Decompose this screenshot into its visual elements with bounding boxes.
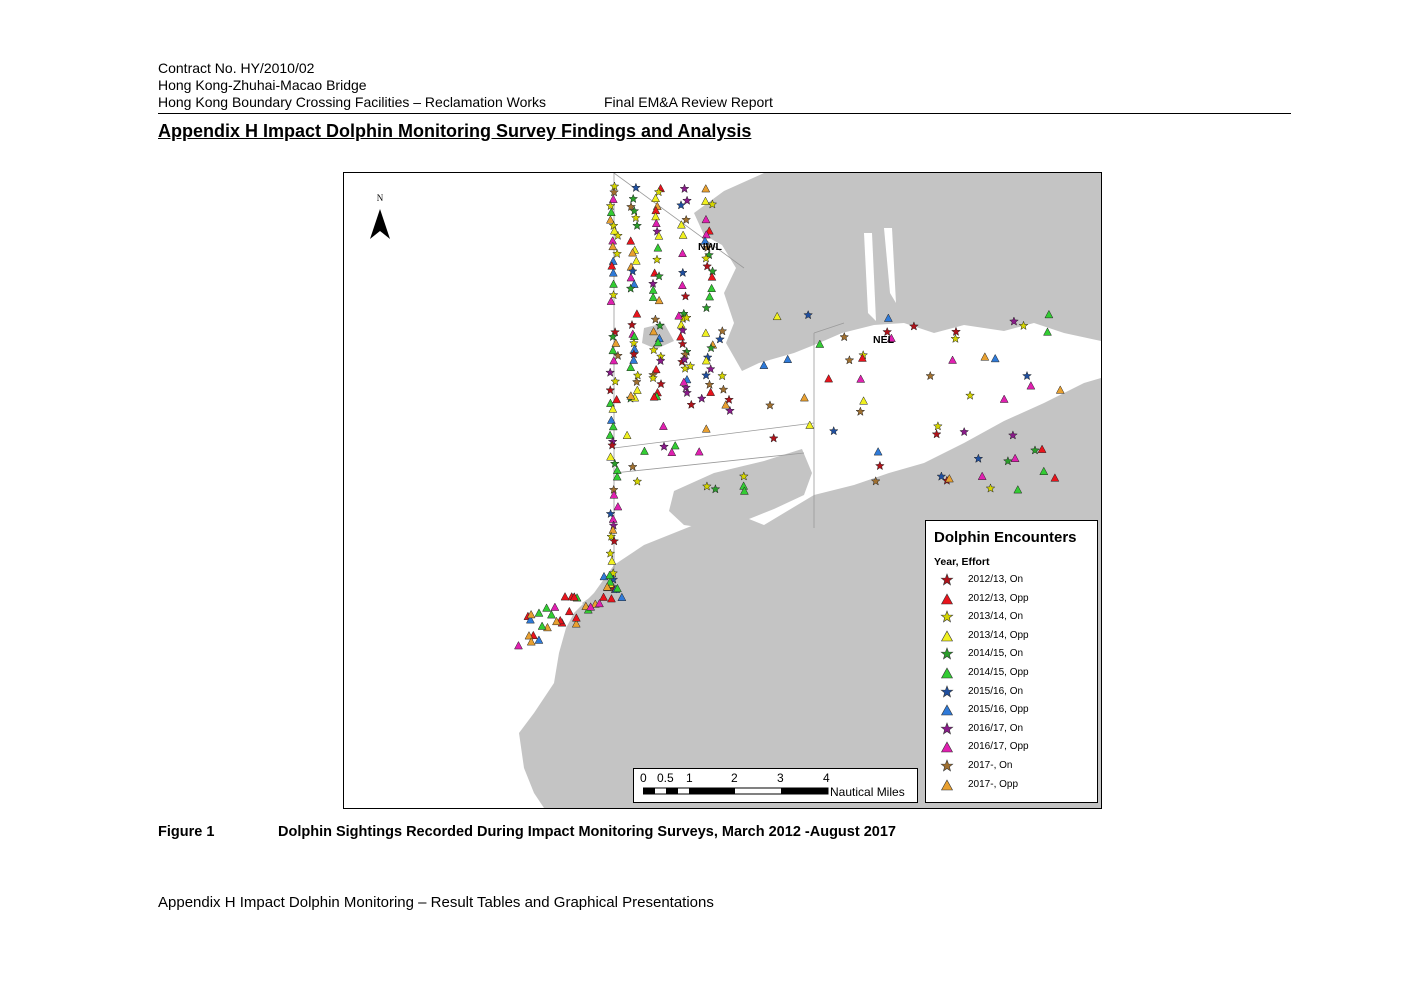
landmass-north bbox=[694, 173, 1101, 371]
sighting-star-marker bbox=[660, 442, 669, 450]
triangle-marker-icon bbox=[940, 778, 954, 792]
sighting-star-marker bbox=[830, 427, 839, 435]
header-rule bbox=[158, 113, 1291, 114]
sighting-star-marker bbox=[678, 340, 687, 348]
sighting-star-marker bbox=[606, 549, 615, 557]
sighting-triangle-marker bbox=[627, 363, 635, 371]
triangle-marker-icon bbox=[940, 703, 954, 717]
sighting-triangle-marker bbox=[609, 257, 617, 265]
sighting-star-marker bbox=[719, 385, 728, 393]
triangle-marker-icon bbox=[940, 666, 954, 680]
scale-units: Nautical Miles bbox=[830, 785, 905, 799]
sighting-triangle-marker bbox=[561, 593, 569, 601]
sighting-triangle-marker bbox=[614, 503, 622, 511]
sighting-star-marker bbox=[926, 372, 935, 380]
legend-item-label: 2016/17, On bbox=[968, 722, 1024, 734]
sighting-star-marker bbox=[606, 386, 615, 394]
sighting-star-marker bbox=[845, 356, 854, 364]
sighting-star-marker bbox=[629, 194, 638, 202]
legend-item-label: 2017-, On bbox=[968, 760, 1013, 771]
sighting-star-marker bbox=[682, 215, 691, 223]
legend-item-label: 2016/17, Opp bbox=[968, 741, 1029, 753]
sighting-triangle-marker bbox=[701, 197, 709, 205]
sighting-triangle-marker bbox=[784, 355, 792, 363]
scale-tick: 3 bbox=[777, 771, 784, 785]
sighting-star-marker bbox=[657, 380, 666, 388]
star-marker-icon bbox=[940, 573, 954, 587]
triangle-marker-icon bbox=[940, 592, 954, 606]
sighting-triangle-marker bbox=[608, 557, 616, 565]
sighting-triangle-marker bbox=[633, 310, 641, 318]
project-name: Hong Kong-Zhuhai-Macao Bridge bbox=[158, 77, 367, 93]
legend-item-label: 2013/14, On bbox=[968, 611, 1024, 623]
star-marker-icon bbox=[940, 722, 954, 736]
sighting-triangle-marker bbox=[627, 237, 635, 245]
sighting-triangle-marker bbox=[677, 333, 685, 341]
sighting-star-marker bbox=[687, 400, 696, 408]
sighting-star-marker bbox=[706, 365, 715, 373]
sighting-star-marker bbox=[681, 292, 690, 300]
sighting-triangle-marker bbox=[825, 375, 833, 383]
star-marker-icon bbox=[940, 759, 954, 773]
legend-title: Dolphin Encounters bbox=[934, 529, 1077, 546]
north-arrow bbox=[368, 193, 392, 243]
sighting-triangle-marker bbox=[679, 231, 687, 239]
sighting-triangle-marker bbox=[800, 394, 808, 402]
sighting-triangle-marker bbox=[632, 257, 640, 265]
legend-item-label: 2017-, Opp bbox=[968, 778, 1019, 790]
sighting-star-marker bbox=[651, 315, 660, 323]
scale-tick: 1 bbox=[686, 771, 693, 785]
legend-subtitle: Year, Effort bbox=[934, 556, 990, 568]
star-marker-icon bbox=[940, 610, 954, 624]
north-arrow-icon bbox=[368, 193, 392, 243]
sighting-triangle-marker bbox=[633, 386, 641, 394]
sighting-star-marker bbox=[876, 461, 885, 469]
dolphin-sightings-map bbox=[343, 172, 1102, 809]
sighting-triangle-marker bbox=[860, 397, 868, 405]
sighting-triangle-marker bbox=[949, 356, 957, 364]
sighting-star-marker bbox=[609, 291, 618, 299]
sighting-triangle-marker bbox=[706, 293, 714, 301]
place-label-nel: NEL bbox=[873, 334, 894, 346]
sighting-triangle-marker bbox=[652, 219, 660, 227]
sighting-star-marker bbox=[840, 333, 849, 341]
sighting-star-marker bbox=[632, 214, 641, 222]
scale-bar bbox=[633, 768, 918, 803]
sighting-triangle-marker bbox=[981, 353, 989, 361]
legend-item-label: 2014/15, Opp bbox=[968, 667, 1029, 678]
sighting-star-marker bbox=[680, 184, 689, 192]
figure-number: Figure 1 bbox=[158, 824, 215, 840]
sighting-triangle-marker bbox=[671, 442, 679, 450]
sighting-triangle-marker bbox=[857, 375, 865, 383]
sighting-triangle-marker bbox=[679, 249, 687, 256]
sighting-star-marker bbox=[702, 304, 711, 312]
sighting-triangle-marker bbox=[565, 607, 573, 615]
sighting-star-marker bbox=[633, 477, 642, 485]
sighting-triangle-marker bbox=[607, 453, 615, 461]
sighting-star-marker bbox=[656, 357, 665, 365]
legend-item-label: 2014/15, On bbox=[968, 648, 1024, 660]
star-marker-icon bbox=[940, 685, 954, 699]
sighting-triangle-marker bbox=[640, 447, 648, 455]
triangle-marker-icon bbox=[940, 629, 954, 643]
sighting-star-marker bbox=[1023, 372, 1032, 380]
sighting-triangle-marker bbox=[623, 431, 631, 439]
sighting-triangle-marker bbox=[612, 339, 620, 347]
scale-bar-graphic bbox=[643, 787, 843, 797]
sighting-triangle-marker bbox=[702, 185, 710, 193]
sighting-triangle-marker bbox=[547, 611, 555, 619]
place-label-nwl: NWL bbox=[698, 241, 722, 253]
sighting-triangle-marker bbox=[535, 609, 543, 617]
sighting-triangle-marker bbox=[609, 346, 617, 354]
sighting-triangle-marker bbox=[668, 448, 676, 456]
sighting-star-marker bbox=[633, 221, 642, 229]
sighting-triangle-marker bbox=[707, 388, 715, 396]
sighting-triangle-marker bbox=[1027, 382, 1035, 390]
north-label: N bbox=[376, 193, 384, 203]
sighting-star-marker bbox=[698, 394, 707, 402]
legend bbox=[925, 520, 1098, 803]
sighting-star-marker bbox=[611, 377, 620, 385]
sighting-triangle-marker bbox=[702, 329, 710, 337]
sighting-star-marker bbox=[932, 430, 941, 438]
triangle-marker-icon bbox=[940, 740, 954, 754]
page-footer: Appendix H Impact Dolphin Monitoring – Result Tables and Graphical Presentations bbox=[158, 894, 714, 911]
sighting-triangle-marker bbox=[538, 622, 546, 630]
sighting-triangle-marker bbox=[610, 280, 618, 288]
sighting-triangle-marker bbox=[551, 603, 559, 611]
sighting-star-marker bbox=[677, 201, 686, 209]
legend-item-label: 2015/16, Opp bbox=[968, 704, 1029, 716]
sighting-star-marker bbox=[611, 459, 620, 467]
sighting-triangle-marker bbox=[659, 422, 667, 430]
star-marker-icon bbox=[940, 647, 954, 661]
sighting-star-marker bbox=[716, 335, 725, 343]
sighting-star-marker bbox=[606, 368, 615, 376]
legend-item-label: 2013/14, Opp bbox=[968, 629, 1029, 641]
sighting-triangle-marker bbox=[702, 425, 710, 433]
sighting-triangle-marker bbox=[654, 244, 662, 252]
sighting-star-marker bbox=[766, 401, 775, 409]
sighting-star-marker bbox=[856, 407, 865, 415]
sighting-triangle-marker bbox=[991, 354, 999, 362]
sighting-star-marker bbox=[705, 380, 714, 388]
sighting-triangle-marker bbox=[609, 269, 617, 277]
contract-number: Contract No. HY/2010/02 bbox=[158, 60, 315, 76]
sighting-star-marker bbox=[633, 371, 642, 379]
works-name: Hong Kong Boundary Crossing Facilities – Reclamation Works bbox=[158, 94, 547, 110]
sighting-triangle-marker bbox=[543, 604, 551, 612]
scale-tick: 2 bbox=[731, 771, 738, 785]
sighting-triangle-marker bbox=[627, 274, 635, 282]
figure-caption: Dolphin Sightings Recorded During Impact Monitoring Surveys, March 2012 -August 2017 bbox=[278, 824, 896, 840]
sighting-star-marker bbox=[703, 262, 712, 270]
scale-tick: 0 bbox=[640, 771, 647, 785]
sighting-star-marker bbox=[632, 183, 641, 191]
sighting-star-marker bbox=[960, 428, 969, 436]
sighting-star-marker bbox=[628, 462, 637, 470]
sighting-star-marker bbox=[718, 372, 727, 380]
sighting-triangle-marker bbox=[695, 448, 703, 456]
survey-boundary-line bbox=[614, 423, 814, 448]
sighting-star-marker bbox=[718, 327, 727, 335]
sighting-star-marker bbox=[679, 268, 688, 276]
sighting-star-marker bbox=[628, 321, 637, 329]
legend-item-label: 2012/13, On bbox=[968, 574, 1024, 585]
sighting-triangle-marker bbox=[649, 293, 657, 301]
legend-item-label: 2012/13, Opp bbox=[968, 592, 1029, 604]
sighting-triangle-marker bbox=[1043, 328, 1051, 336]
sighting-triangle-marker bbox=[1056, 386, 1064, 394]
sighting-star-marker bbox=[966, 391, 975, 399]
sighting-triangle-marker bbox=[806, 421, 814, 429]
sighting-triangle-marker bbox=[1000, 395, 1008, 403]
sighting-triangle-marker bbox=[708, 284, 716, 292]
sighting-triangle-marker bbox=[610, 491, 618, 499]
scale-tick: 0.5 bbox=[657, 771, 674, 785]
report-name: Final EM&A Review Report bbox=[604, 94, 773, 110]
appendix-title: Appendix H Impact Dolphin Monitoring Survey Findings and Analysis bbox=[158, 121, 752, 141]
scale-tick: 4 bbox=[823, 771, 830, 785]
sighting-triangle-marker bbox=[874, 448, 882, 456]
sighting-triangle-marker bbox=[514, 642, 522, 650]
sighting-star-marker bbox=[653, 255, 662, 263]
legend-item-label: 2015/16, On bbox=[968, 685, 1024, 697]
sighting-star-marker bbox=[934, 422, 943, 430]
sighting-triangle-marker bbox=[678, 281, 686, 289]
sighting-star-marker bbox=[683, 196, 692, 204]
sighting-star-marker bbox=[769, 434, 778, 442]
sighting-star-marker bbox=[952, 327, 961, 335]
sighting-triangle-marker bbox=[652, 194, 660, 202]
